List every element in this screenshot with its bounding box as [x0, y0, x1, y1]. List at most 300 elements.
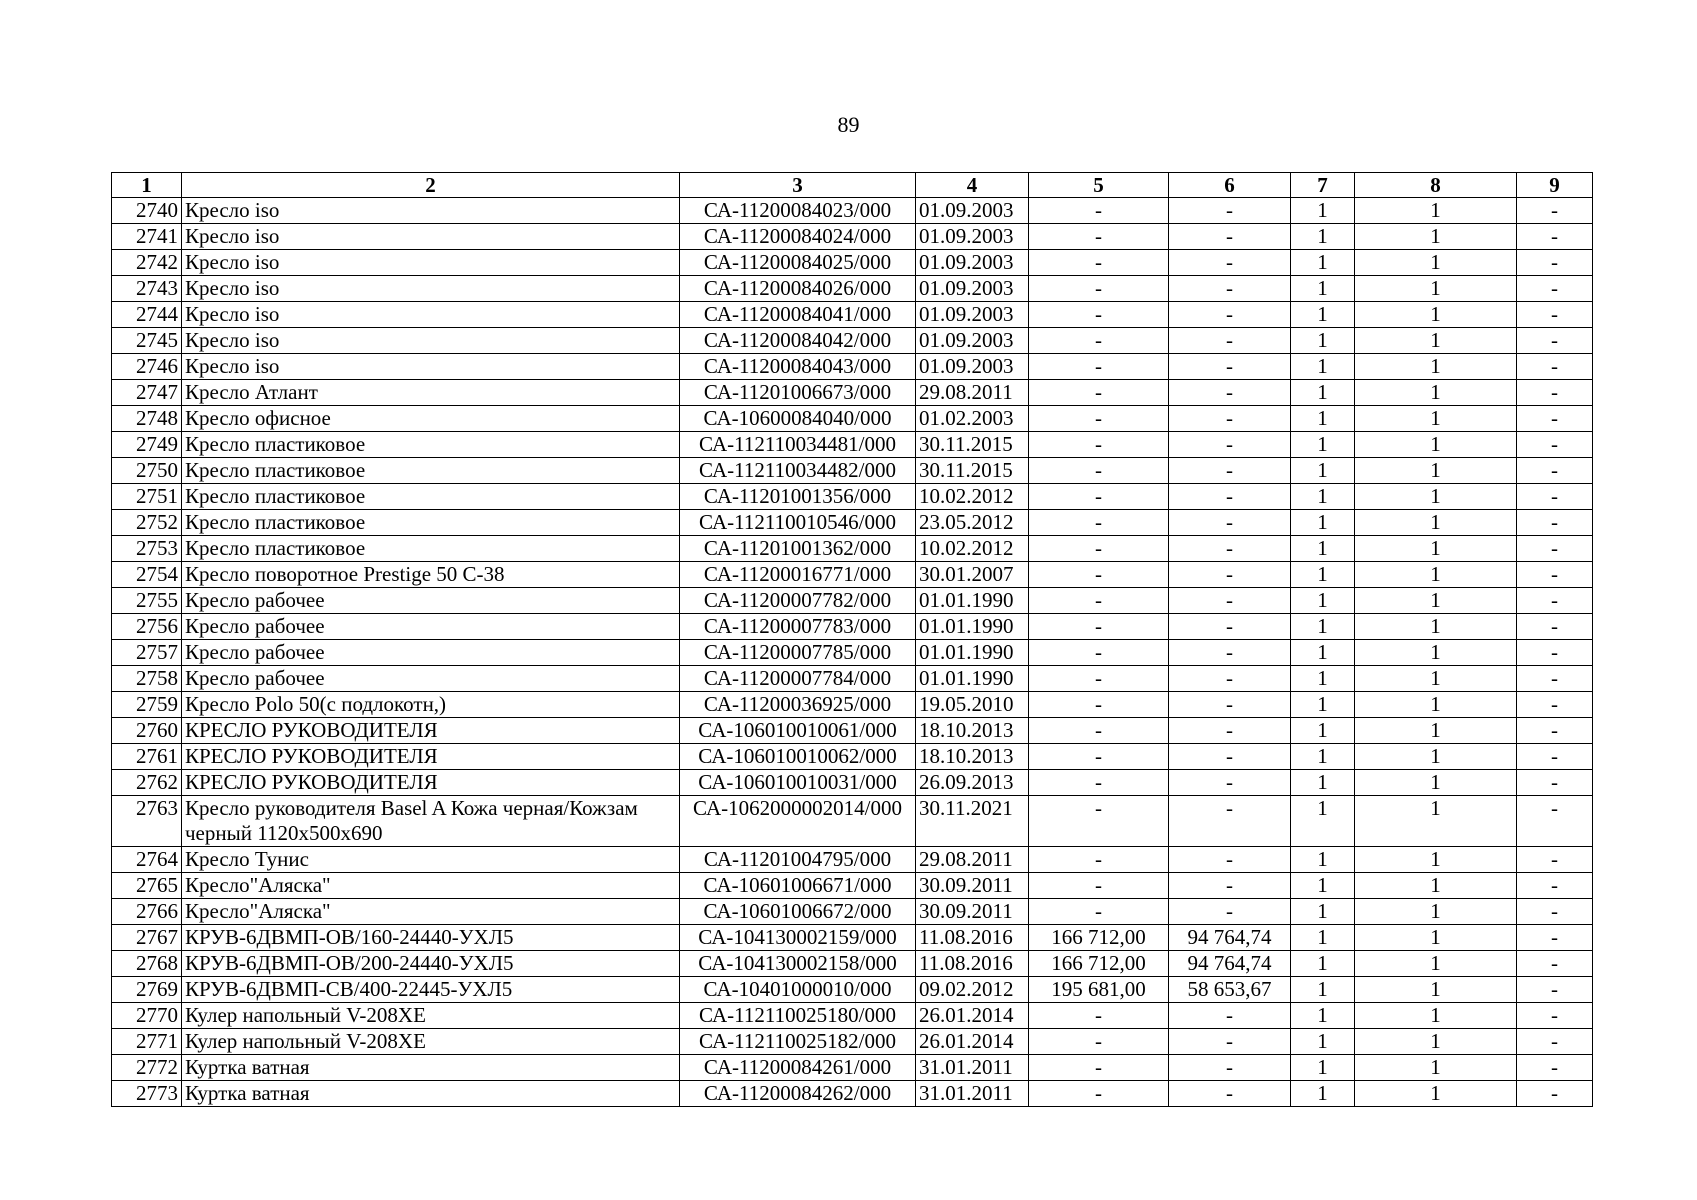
value-cell: 195 681,00	[1029, 977, 1169, 1003]
value-cell: -	[1029, 1003, 1169, 1029]
residual-value-cell: -	[1169, 899, 1291, 925]
residual-value-cell: -	[1169, 1029, 1291, 1055]
quantity-actual-cell: 1	[1355, 847, 1517, 873]
quantity-actual-cell: 1	[1355, 744, 1517, 770]
residual-value-cell: -	[1169, 614, 1291, 640]
quantity-actual-cell: 1	[1355, 224, 1517, 250]
date-cell: 01.09.2003	[916, 224, 1029, 250]
row-number-cell: 2753	[112, 536, 182, 562]
row-number-cell: 2763	[112, 796, 182, 847]
date-cell: 01.09.2003	[916, 354, 1029, 380]
inventory-code-cell: СА-104130002158/000	[680, 951, 916, 977]
table-row	[112, 224, 1593, 250]
residual-value-cell: -	[1169, 692, 1291, 718]
table-row	[112, 614, 1593, 640]
quantity-cell: 1	[1291, 354, 1355, 380]
note-cell: -	[1517, 432, 1593, 458]
value-cell: -	[1029, 406, 1169, 432]
quantity-cell: 1	[1291, 1029, 1355, 1055]
quantity-actual-cell: 1	[1355, 250, 1517, 276]
residual-value-cell: -	[1169, 1003, 1291, 1029]
column-header: 7	[1291, 173, 1355, 198]
quantity-cell: 1	[1291, 925, 1355, 951]
date-cell: 26.01.2014	[916, 1003, 1029, 1029]
inventory-code-cell: СА-112110034482/000	[680, 458, 916, 484]
row-number-cell: 2741	[112, 224, 182, 250]
note-cell: -	[1517, 770, 1593, 796]
item-name-cell: Кресло пластиковое	[182, 484, 680, 510]
quantity-cell: 1	[1291, 250, 1355, 276]
quantity-cell: 1	[1291, 692, 1355, 718]
residual-value-cell: -	[1169, 198, 1291, 224]
residual-value-cell: -	[1169, 536, 1291, 562]
date-cell: 30.01.2007	[916, 562, 1029, 588]
inventory-code-cell: СА-10600084040/000	[680, 406, 916, 432]
note-cell: -	[1517, 536, 1593, 562]
quantity-actual-cell: 1	[1355, 614, 1517, 640]
note-cell: -	[1517, 718, 1593, 744]
item-name-cell: Кресло iso	[182, 198, 680, 224]
quantity-cell: 1	[1291, 718, 1355, 744]
note-cell: -	[1517, 1055, 1593, 1081]
item-name-cell: Куртка ватная	[182, 1055, 680, 1081]
date-cell: 01.09.2003	[916, 250, 1029, 276]
residual-value-cell: -	[1169, 796, 1291, 847]
date-cell: 23.05.2012	[916, 510, 1029, 536]
inventory-code-cell: СА-10601006671/000	[680, 873, 916, 899]
column-header: 6	[1169, 173, 1291, 198]
value-cell: -	[1029, 588, 1169, 614]
inventory-code-cell: СА-11201006673/000	[680, 380, 916, 406]
inventory-code-cell: СА-11200007785/000	[680, 640, 916, 666]
date-cell: 26.01.2014	[916, 1029, 1029, 1055]
quantity-actual-cell: 1	[1355, 718, 1517, 744]
table-row	[112, 666, 1593, 692]
note-cell: -	[1517, 692, 1593, 718]
row-number-cell: 2752	[112, 510, 182, 536]
quantity-actual-cell: 1	[1355, 484, 1517, 510]
quantity-actual-cell: 1	[1355, 198, 1517, 224]
item-name-cell: Кулер напольный V-208XE	[182, 1003, 680, 1029]
quantity-cell: 1	[1291, 224, 1355, 250]
quantity-actual-cell: 1	[1355, 354, 1517, 380]
inventory-code-cell: СА-106010010031/000	[680, 770, 916, 796]
table-row	[112, 380, 1593, 406]
quantity-cell: 1	[1291, 510, 1355, 536]
item-name-cell: Кресло рабочее	[182, 640, 680, 666]
quantity-actual-cell: 1	[1355, 692, 1517, 718]
date-cell: 11.08.2016	[916, 925, 1029, 951]
residual-value-cell: -	[1169, 224, 1291, 250]
table-row	[112, 1003, 1593, 1029]
quantity-cell: 1	[1291, 847, 1355, 873]
table-body	[112, 198, 1593, 1107]
inventory-code-cell: СА-104130002159/000	[680, 925, 916, 951]
quantity-cell: 1	[1291, 484, 1355, 510]
table-row	[112, 510, 1593, 536]
row-number-cell: 2751	[112, 484, 182, 510]
residual-value-cell: -	[1169, 510, 1291, 536]
value-cell: -	[1029, 484, 1169, 510]
table-row	[112, 354, 1593, 380]
residual-value-cell: -	[1169, 718, 1291, 744]
row-number-cell: 2761	[112, 744, 182, 770]
quantity-actual-cell: 1	[1355, 302, 1517, 328]
column-header: 2	[182, 173, 680, 198]
row-number-cell: 2766	[112, 899, 182, 925]
item-name-cell: Кресло рабочее	[182, 614, 680, 640]
note-cell: -	[1517, 354, 1593, 380]
value-cell: -	[1029, 198, 1169, 224]
item-name-cell: Кресло рабочее	[182, 588, 680, 614]
row-number-cell: 2760	[112, 718, 182, 744]
table-row	[112, 899, 1593, 925]
row-number-cell: 2758	[112, 666, 182, 692]
item-name-cell: КРУВ-6ДВМП-ОВ/160-24440-УХЛ5	[182, 925, 680, 951]
row-number-cell: 2759	[112, 692, 182, 718]
table-row	[112, 484, 1593, 510]
note-cell: -	[1517, 510, 1593, 536]
table-row	[112, 536, 1593, 562]
quantity-actual-cell: 1	[1355, 588, 1517, 614]
column-header: 9	[1517, 173, 1593, 198]
value-cell: -	[1029, 224, 1169, 250]
item-name-cell: Кресло поворотное Prestige 50 С-38	[182, 562, 680, 588]
quantity-actual-cell: 1	[1355, 770, 1517, 796]
quantity-actual-cell: 1	[1355, 328, 1517, 354]
note-cell: -	[1517, 614, 1593, 640]
quantity-cell: 1	[1291, 899, 1355, 925]
row-number-cell: 2743	[112, 276, 182, 302]
date-cell: 30.11.2015	[916, 458, 1029, 484]
date-cell: 09.02.2012	[916, 977, 1029, 1003]
residual-value-cell: -	[1169, 432, 1291, 458]
quantity-cell: 1	[1291, 951, 1355, 977]
table-row	[112, 250, 1593, 276]
quantity-cell: 1	[1291, 562, 1355, 588]
note-cell: -	[1517, 458, 1593, 484]
value-cell: -	[1029, 744, 1169, 770]
value-cell: -	[1029, 354, 1169, 380]
residual-value-cell: -	[1169, 873, 1291, 899]
item-name-cell: Кресло пластиковое	[182, 510, 680, 536]
value-cell: -	[1029, 302, 1169, 328]
quantity-cell: 1	[1291, 796, 1355, 847]
row-number-cell: 2742	[112, 250, 182, 276]
inventory-code-cell: СА-11200007784/000	[680, 666, 916, 692]
quantity-actual-cell: 1	[1355, 899, 1517, 925]
date-cell: 19.05.2010	[916, 692, 1029, 718]
row-number-cell: 2754	[112, 562, 182, 588]
table-row	[112, 1029, 1593, 1055]
date-cell: 31.01.2011	[916, 1081, 1029, 1107]
table-row	[112, 1081, 1593, 1107]
note-cell: -	[1517, 1029, 1593, 1055]
quantity-cell: 1	[1291, 458, 1355, 484]
inventory-code-cell: СА-112110010546/000	[680, 510, 916, 536]
value-cell: -	[1029, 899, 1169, 925]
item-name-cell: Кресло руководителя Basel A Кожа черная/Кожзам черный 1120х500х690	[182, 796, 680, 847]
value-cell: -	[1029, 510, 1169, 536]
quantity-actual-cell: 1	[1355, 1003, 1517, 1029]
quantity-cell: 1	[1291, 744, 1355, 770]
residual-value-cell: -	[1169, 588, 1291, 614]
quantity-cell: 1	[1291, 588, 1355, 614]
value-cell: -	[1029, 536, 1169, 562]
residual-value-cell: -	[1169, 847, 1291, 873]
residual-value-cell: -	[1169, 380, 1291, 406]
inventory-code-cell: СА-106010010061/000	[680, 718, 916, 744]
inventory-code-cell: СА-11200084024/000	[680, 224, 916, 250]
table-row	[112, 718, 1593, 744]
inventory-code-cell: СА-11200016771/000	[680, 562, 916, 588]
table-row	[112, 302, 1593, 328]
quantity-cell: 1	[1291, 276, 1355, 302]
column-header: 1	[112, 173, 182, 198]
residual-value-cell: -	[1169, 328, 1291, 354]
date-cell: 01.09.2003	[916, 328, 1029, 354]
date-cell: 01.09.2003	[916, 198, 1029, 224]
value-cell: 166 712,00	[1029, 925, 1169, 951]
inventory-code-cell: СА-11200084026/000	[680, 276, 916, 302]
residual-value-cell: -	[1169, 744, 1291, 770]
value-cell: -	[1029, 770, 1169, 796]
table-row	[112, 770, 1593, 796]
inventory-code-cell: СА-11200084043/000	[680, 354, 916, 380]
date-cell: 30.09.2011	[916, 873, 1029, 899]
residual-value-cell: -	[1169, 562, 1291, 588]
note-cell: -	[1517, 899, 1593, 925]
note-cell: -	[1517, 380, 1593, 406]
quantity-actual-cell: 1	[1355, 1055, 1517, 1081]
quantity-cell: 1	[1291, 380, 1355, 406]
row-number-cell: 2762	[112, 770, 182, 796]
quantity-cell: 1	[1291, 406, 1355, 432]
value-cell: -	[1029, 1029, 1169, 1055]
item-name-cell: Кресло"Аляска"	[182, 873, 680, 899]
value-cell: -	[1029, 718, 1169, 744]
table-row	[112, 873, 1593, 899]
quantity-cell: 1	[1291, 536, 1355, 562]
quantity-cell: 1	[1291, 666, 1355, 692]
table-row	[112, 1055, 1593, 1081]
date-cell: 01.01.1990	[916, 640, 1029, 666]
item-name-cell: Кресло пластиковое	[182, 458, 680, 484]
table-row	[112, 458, 1593, 484]
quantity-cell: 1	[1291, 1003, 1355, 1029]
row-number-cell: 2745	[112, 328, 182, 354]
note-cell: -	[1517, 925, 1593, 951]
residual-value-cell: -	[1169, 458, 1291, 484]
residual-value-cell: -	[1169, 770, 1291, 796]
table-row	[112, 977, 1593, 1003]
date-cell: 10.02.2012	[916, 484, 1029, 510]
note-cell: -	[1517, 640, 1593, 666]
item-name-cell: Кресло iso	[182, 250, 680, 276]
date-cell: 30.11.2021	[916, 796, 1029, 847]
table-row	[112, 925, 1593, 951]
item-name-cell: Кресло"Аляска"	[182, 899, 680, 925]
residual-value-cell: -	[1169, 302, 1291, 328]
item-name-cell: Кресло iso	[182, 328, 680, 354]
quantity-actual-cell: 1	[1355, 873, 1517, 899]
date-cell: 26.09.2013	[916, 770, 1029, 796]
inventory-code-cell: СА-11200007782/000	[680, 588, 916, 614]
date-cell: 01.02.2003	[916, 406, 1029, 432]
quantity-cell: 1	[1291, 302, 1355, 328]
table-row	[112, 640, 1593, 666]
item-name-cell: Кресло iso	[182, 276, 680, 302]
item-name-cell: КРУВ-6ДВМП-СВ/400-22445-УХЛ5	[182, 977, 680, 1003]
date-cell: 31.01.2011	[916, 1055, 1029, 1081]
row-number-cell: 2748	[112, 406, 182, 432]
note-cell: -	[1517, 302, 1593, 328]
note-cell: -	[1517, 276, 1593, 302]
inventory-code-cell: СА-11200036925/000	[680, 692, 916, 718]
date-cell: 01.01.1990	[916, 666, 1029, 692]
table-row	[112, 198, 1593, 224]
row-number-cell: 2756	[112, 614, 182, 640]
date-cell: 30.11.2015	[916, 432, 1029, 458]
inventory-code-cell: СА-112110025182/000	[680, 1029, 916, 1055]
quantity-actual-cell: 1	[1355, 951, 1517, 977]
inventory-code-cell: СА-112110025180/000	[680, 1003, 916, 1029]
quantity-actual-cell: 1	[1355, 1081, 1517, 1107]
quantity-actual-cell: 1	[1355, 432, 1517, 458]
quantity-actual-cell: 1	[1355, 276, 1517, 302]
item-name-cell: Кресло Тунис	[182, 847, 680, 873]
value-cell: -	[1029, 458, 1169, 484]
row-number-cell: 2740	[112, 198, 182, 224]
note-cell: -	[1517, 951, 1593, 977]
value-cell: -	[1029, 1055, 1169, 1081]
note-cell: -	[1517, 873, 1593, 899]
quantity-cell: 1	[1291, 198, 1355, 224]
table-row	[112, 406, 1593, 432]
inventory-code-cell: СА-11200007783/000	[680, 614, 916, 640]
row-number-cell: 2768	[112, 951, 182, 977]
item-name-cell: Куртка ватная	[182, 1081, 680, 1107]
inventory-code-cell: СА-10401000010/000	[680, 977, 916, 1003]
value-cell: -	[1029, 276, 1169, 302]
note-cell: -	[1517, 1003, 1593, 1029]
inventory-code-cell: СА-11200084261/000	[680, 1055, 916, 1081]
quantity-actual-cell: 1	[1355, 562, 1517, 588]
item-name-cell: КРУВ-6ДВМП-ОВ/200-24440-УХЛ5	[182, 951, 680, 977]
column-header: 3	[680, 173, 916, 198]
item-name-cell: Кресло Атлант	[182, 380, 680, 406]
quantity-cell: 1	[1291, 328, 1355, 354]
note-cell: -	[1517, 224, 1593, 250]
quantity-actual-cell: 1	[1355, 510, 1517, 536]
date-cell: 10.02.2012	[916, 536, 1029, 562]
item-name-cell: Кресло iso	[182, 354, 680, 380]
residual-value-cell: -	[1169, 354, 1291, 380]
table-row	[112, 562, 1593, 588]
row-number-cell: 2771	[112, 1029, 182, 1055]
table-row	[112, 796, 1593, 847]
inventory-code-cell: СА-11200084041/000	[680, 302, 916, 328]
quantity-cell: 1	[1291, 1081, 1355, 1107]
date-cell: 01.01.1990	[916, 588, 1029, 614]
quantity-actual-cell: 1	[1355, 925, 1517, 951]
row-number-cell: 2746	[112, 354, 182, 380]
value-cell: -	[1029, 432, 1169, 458]
quantity-cell: 1	[1291, 770, 1355, 796]
note-cell: -	[1517, 484, 1593, 510]
inventory-code-cell: СА-11200084262/000	[680, 1081, 916, 1107]
note-cell: -	[1517, 406, 1593, 432]
quantity-actual-cell: 1	[1355, 380, 1517, 406]
residual-value-cell: -	[1169, 250, 1291, 276]
value-cell: -	[1029, 692, 1169, 718]
header-row	[112, 173, 1593, 198]
residual-value-cell: -	[1169, 276, 1291, 302]
note-cell: -	[1517, 847, 1593, 873]
inventory-code-cell: СА-1062000002014/000	[680, 796, 916, 847]
date-cell: 29.08.2011	[916, 847, 1029, 873]
date-cell: 01.01.1990	[916, 614, 1029, 640]
value-cell: -	[1029, 562, 1169, 588]
row-number-cell: 2750	[112, 458, 182, 484]
note-cell: -	[1517, 328, 1593, 354]
quantity-actual-cell: 1	[1355, 666, 1517, 692]
row-number-cell: 2765	[112, 873, 182, 899]
table-row	[112, 588, 1593, 614]
quantity-actual-cell: 1	[1355, 536, 1517, 562]
page-number: 89	[837, 112, 860, 137]
row-number-cell: 2764	[112, 847, 182, 873]
inventory-code-cell: СА-106010010062/000	[680, 744, 916, 770]
residual-value-cell: -	[1169, 1081, 1291, 1107]
value-cell: 166 712,00	[1029, 951, 1169, 977]
quantity-cell: 1	[1291, 873, 1355, 899]
table-row	[112, 692, 1593, 718]
residual-value-cell: 94 764,74	[1169, 951, 1291, 977]
residual-value-cell: -	[1169, 406, 1291, 432]
item-name-cell: Кресло Polo 50(с подлокотн,)	[182, 692, 680, 718]
column-header: 4	[916, 173, 1029, 198]
item-name-cell: Кресло офисное	[182, 406, 680, 432]
date-cell: 18.10.2013	[916, 718, 1029, 744]
value-cell: -	[1029, 328, 1169, 354]
residual-value-cell: -	[1169, 1055, 1291, 1081]
row-number-cell: 2747	[112, 380, 182, 406]
date-cell: 29.08.2011	[916, 380, 1029, 406]
item-name-cell: Кресло рабочее	[182, 666, 680, 692]
table-row	[112, 276, 1593, 302]
item-name-cell: КРЕСЛО РУКОВОДИТЕЛЯ	[182, 770, 680, 796]
inventory-table	[111, 172, 1593, 1107]
quantity-actual-cell: 1	[1355, 458, 1517, 484]
quantity-actual-cell: 1	[1355, 406, 1517, 432]
table-row	[112, 328, 1593, 354]
value-cell: -	[1029, 380, 1169, 406]
item-name-cell: Кресло iso	[182, 224, 680, 250]
inventory-code-cell: СА-10601006672/000	[680, 899, 916, 925]
row-number-cell: 2773	[112, 1081, 182, 1107]
item-name-cell: КРЕСЛО РУКОВОДИТЕЛЯ	[182, 718, 680, 744]
inventory-code-cell: СА-11200084025/000	[680, 250, 916, 276]
value-cell: -	[1029, 873, 1169, 899]
residual-value-cell: 58 653,67	[1169, 977, 1291, 1003]
value-cell: -	[1029, 796, 1169, 847]
inventory-code-cell: СА-11201001362/000	[680, 536, 916, 562]
value-cell: -	[1029, 614, 1169, 640]
date-cell: 18.10.2013	[916, 744, 1029, 770]
row-number-cell: 2770	[112, 1003, 182, 1029]
table-row	[112, 432, 1593, 458]
